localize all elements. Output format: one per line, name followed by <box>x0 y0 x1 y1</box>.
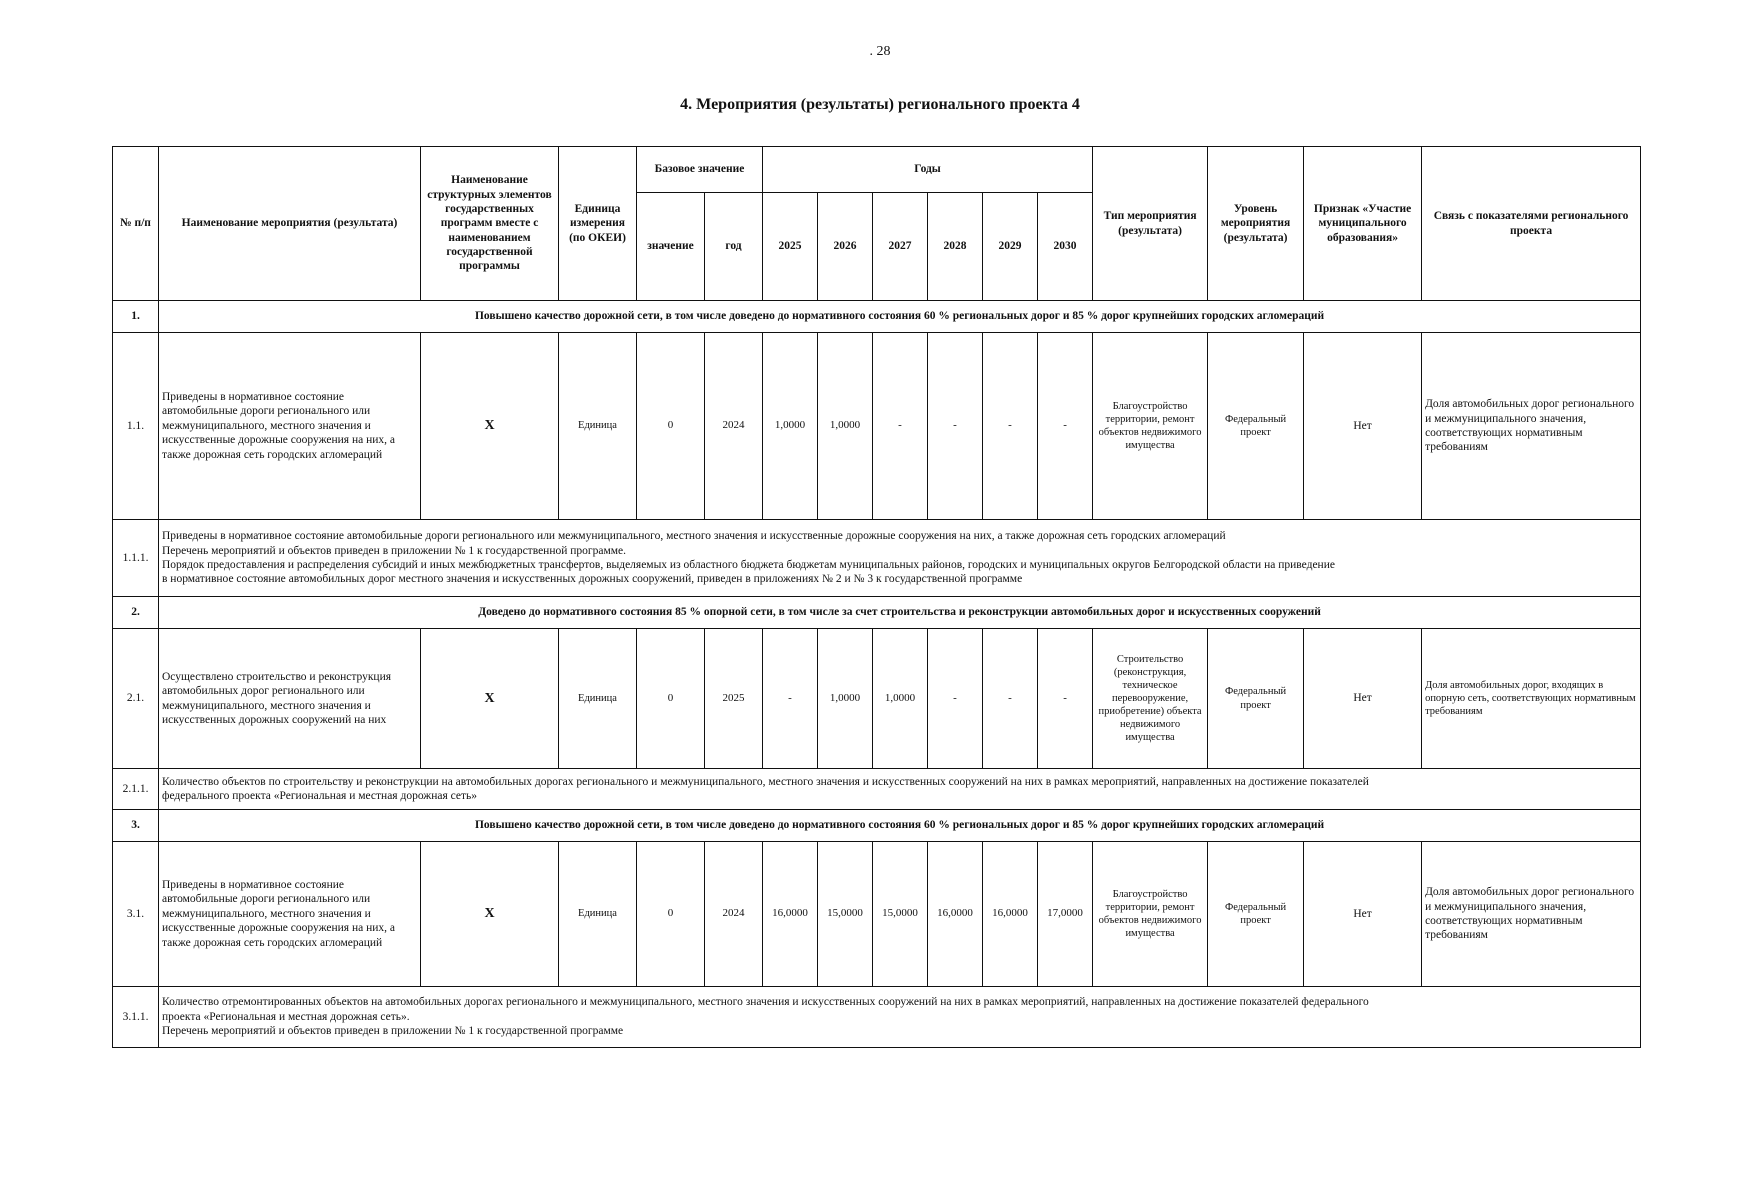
section-row <box>113 597 1641 629</box>
section-row <box>113 810 1641 842</box>
row-municipal: Нет <box>1304 629 1422 769</box>
desc-line: Перечень мероприятий и объектов приведен в приложении № 1 к государственной программе <box>162 1025 624 1038</box>
events-table <box>112 146 1641 1048</box>
row-value: - <box>763 629 818 769</box>
row-value: - <box>983 333 1038 520</box>
header-year: 2028 <box>928 193 983 301</box>
row-type: Благоустройство территории, ремонт объектов недвижимого имущества <box>1093 842 1208 987</box>
desc-text <box>159 769 1641 810</box>
row-value: 1,0000 <box>818 333 873 520</box>
row-unit: Единица <box>559 333 637 520</box>
row-link: Доля автомобильных дорог, входящих в опорную сеть, соответствующих нормативным требованиям <box>1422 629 1641 769</box>
row-num: 2.1. <box>113 629 159 769</box>
desc-line: проекта «Региональная и местная дорожная сеть». <box>162 1010 410 1023</box>
header-struct: Наименование структурных элементов государственных программ вместе с наименованием государственной программы <box>421 147 559 301</box>
header-name: Наименование мероприятия (результата) <box>159 147 421 301</box>
desc-num: 1.1.1. <box>113 520 159 597</box>
desc-num: 3.1.1. <box>113 987 159 1048</box>
page-number: . 28 <box>869 44 891 59</box>
header-year: 2025 <box>763 193 818 301</box>
desc-line: в нормативное состояние автомобильных дорог местного значения и искусственных дорожных сооружений, приведен в приложениях № 2 и № 3 к государственной программе <box>162 573 1023 586</box>
desc-line: Порядок предоставления и распределения субсидий и иных межбюджетных трансфертов, выделяемых из областного бюджета бюджетам муниципальных районов, городских и муниципальных округов Белгородской области на приведение <box>162 559 1335 571</box>
section-title: 4. Мероприятия (результаты) регионального проекта 4 <box>680 96 1080 113</box>
description-row <box>113 769 1641 810</box>
event-row <box>113 629 1641 769</box>
header-base-year: год <box>705 193 763 301</box>
section-num: 2. <box>113 597 159 629</box>
row-base-year: 2025 <box>705 629 763 769</box>
row-base-year: 2024 <box>705 842 763 987</box>
header-years: Годы <box>763 147 1093 193</box>
event-row <box>113 842 1641 987</box>
desc-num: 2.1.1. <box>113 769 159 810</box>
row-struct: X <box>421 333 559 520</box>
row-value: 1,0000 <box>763 333 818 520</box>
row-value: - <box>873 333 928 520</box>
header-level: Уровень мероприятия (результата) <box>1208 147 1304 301</box>
header-municipal: Признак «Участие муниципального образования» <box>1304 147 1422 301</box>
row-struct: X <box>421 629 559 769</box>
section-num: 1. <box>113 301 159 333</box>
row-struct: X <box>421 842 559 987</box>
row-level: Федеральный проект <box>1208 842 1304 987</box>
header-base: Базовое значение <box>637 147 763 193</box>
desc-line: Приведены в нормативное состояние автомобильные дороги регионального или межмуниципального, местного значения и искусственные дорожные сооружения на них, а также дорожная сеть городских агломераций <box>162 530 1226 543</box>
row-level: Федеральный проект <box>1208 629 1304 769</box>
row-type: Благоустройство территории, ремонт объектов недвижимого имущества <box>1093 333 1208 520</box>
row-unit: Единица <box>559 842 637 987</box>
header-link: Связь с показателями регионального проекта <box>1422 147 1641 301</box>
desc-line: Количество отремонтированных объектов на автомобильных дорогах регионального и межмуниципального, местного значения и искусственных сооружений на них в рамках мероприятий, направленных на достижение показателей федерального <box>162 996 1369 1009</box>
row-value: 17,0000 <box>1038 842 1093 987</box>
row-value: 16,0000 <box>983 842 1038 987</box>
header-year: 2029 <box>983 193 1038 301</box>
row-link: Доля автомобильных дорог регионального и межмуниципального значения, соответствующих нормативным требованиям <box>1422 842 1641 987</box>
row-type: Строительство (реконструкция, техническое перевооружение, приобретение) объекта недвижимого имущества <box>1093 629 1208 769</box>
event-row <box>113 333 1641 520</box>
row-base-year: 2024 <box>705 333 763 520</box>
section-title-cell: Повышено качество дорожной сети, в том числе доведено до нормативного состояния 60 % региональных дорог и 85 % дорог крупнейших городских агломераций <box>159 810 1641 842</box>
header-year: 2030 <box>1038 193 1093 301</box>
row-name: Осуществлено строительство и реконструкция автомобильных дорог регионального или межмуниципального, местного значения и искусственных дорожных сооружений на них <box>159 629 421 769</box>
row-value: 16,0000 <box>763 842 818 987</box>
row-value: - <box>1038 333 1093 520</box>
row-municipal: Нет <box>1304 333 1422 520</box>
desc-text <box>159 987 1641 1048</box>
section-title-cell: Доведено до нормативного состояния 85 % опорной сети, в том числе за счет строительства и реконструкции автомобильных дорог и искусственных сооружений <box>159 597 1641 629</box>
row-num: 3.1. <box>113 842 159 987</box>
row-value: 16,0000 <box>928 842 983 987</box>
header-num: № п/п <box>113 147 159 301</box>
row-link: Доля автомобильных дорог регионального и межмуниципального значения, соответствующих нормативным требованиям <box>1422 333 1641 520</box>
section-num: 3. <box>113 810 159 842</box>
row-value: 1,0000 <box>873 629 928 769</box>
section-row <box>113 301 1641 333</box>
row-unit: Единица <box>559 629 637 769</box>
header-unit: Единица измерения (по ОКЕИ) <box>559 147 637 301</box>
desc-line: Количество объектов по строительству и реконструкции на автомобильных дорогах регионального и межмуниципального, местного значения и искусственных сооружений на них в рамках мероприятий, направленных на достижение показателей <box>162 775 1369 788</box>
header-type: Тип мероприятия (результата) <box>1093 147 1208 301</box>
row-base-value: 0 <box>637 842 705 987</box>
row-value: 1,0000 <box>818 629 873 769</box>
desc-line: федерального проекта «Региональная и местная дорожная сеть» <box>162 790 478 802</box>
header-year: 2026 <box>818 193 873 301</box>
row-value: 15,0000 <box>818 842 873 987</box>
row-value: - <box>1038 629 1093 769</box>
row-level: Федеральный проект <box>1208 333 1304 520</box>
row-value: - <box>928 629 983 769</box>
row-name: Приведены в нормативное состояние автомобильные дороги регионального или межмуниципального, местного значения и искусственные дорожные сооружения на них, а также дорожная сеть городских агломераций <box>159 842 421 987</box>
row-name: Приведены в нормативное состояние автомобильные дороги регионального или межмуниципального, местного значения и искусственные дорожные сооружения на них, а также дорожная сеть городских агломераций <box>159 333 421 520</box>
description-row <box>113 520 1641 597</box>
header-year: 2027 <box>873 193 928 301</box>
desc-line: Перечень мероприятий и объектов приведен в приложении № 1 к государственной программе. <box>162 544 627 557</box>
row-base-value: 0 <box>637 629 705 769</box>
table-header <box>113 147 1641 301</box>
row-value: 15,0000 <box>873 842 928 987</box>
row-value: - <box>983 629 1038 769</box>
row-num: 1.1. <box>113 333 159 520</box>
section-title-cell: Повышено качество дорожной сети, в том числе доведено до нормативного состояния 60 % региональных дорог и 85 % дорог крупнейших городских агломераций <box>159 301 1641 333</box>
header-base-value: значение <box>637 193 705 301</box>
row-base-value: 0 <box>637 333 705 520</box>
desc-text <box>159 520 1641 597</box>
description-row <box>113 987 1641 1048</box>
row-municipal: Нет <box>1304 842 1422 987</box>
row-value: - <box>928 333 983 520</box>
